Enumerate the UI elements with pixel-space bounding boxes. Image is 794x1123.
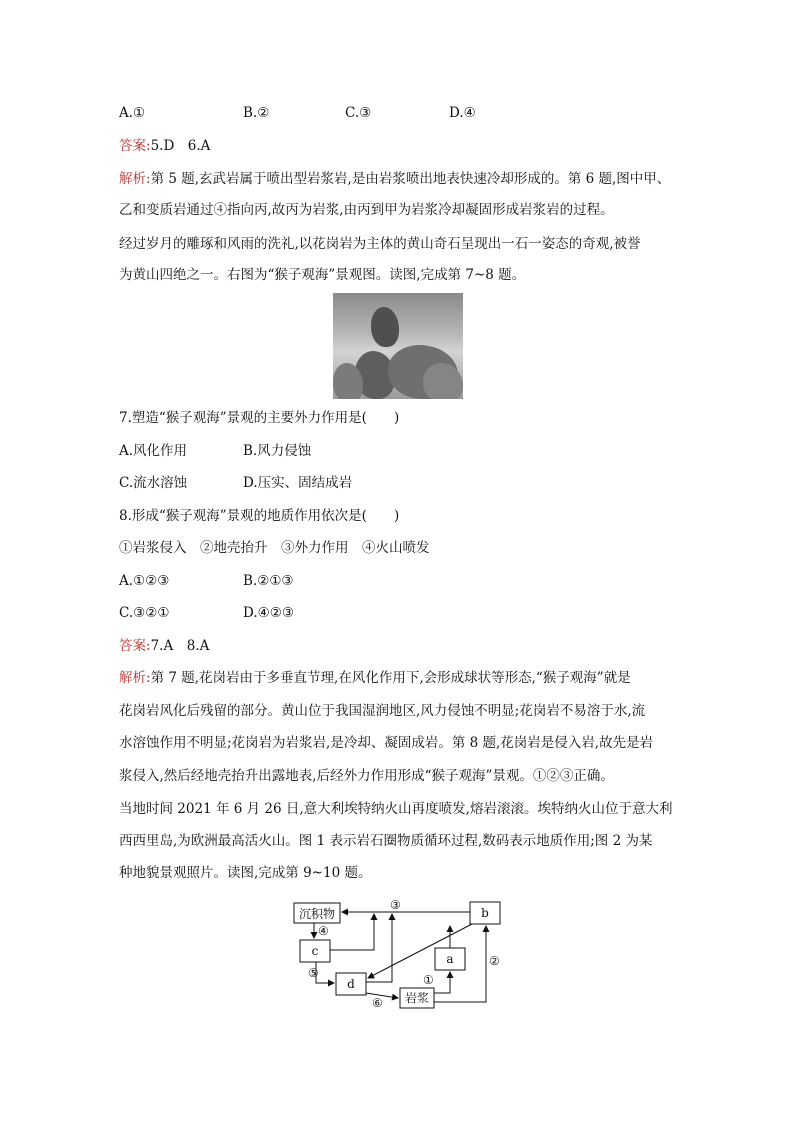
analysis-label: 解析:: [119, 171, 151, 187]
analysis-7-8-line3: 水溶蚀作用不明显;花岗岩为岩浆岩,是冷却、凝固成岩。第 8 题,花岗岩是侵入岩,故先是岩: [119, 735, 654, 751]
intro-9-10-line1: 当地时间 2021 年 6 月 26 日,意大利埃特纳火山再度喷发,熔岩滚滚。埃特纳火山位于意大利: [119, 801, 673, 817]
intro-7-8-line1: 经过岁月的雕琢和风雨的洗礼,以花岗岩为主体的黄山奇石呈现出一石一姿态的奇观,被誉: [119, 236, 641, 252]
intro-9-10-line2: 西西里岛,为欧洲最高活火山。图 1 表示岩石圈物质循环过程,数码表示地质作用;图 2 为某: [119, 833, 653, 849]
answer-text: 7.A 8.A: [150, 638, 210, 654]
label-sediment: 沉积物: [298, 907, 336, 921]
label-a: a: [446, 952, 454, 966]
q6-option-b: B.②: [243, 105, 270, 121]
rock-cycle-diagram: [290, 898, 520, 1018]
num-6: ⑥: [372, 996, 383, 1010]
intro-7-8-line2: 为黄山四绝之一。右图为“猴子观海”景观图。读图,完成第 7~8 题。: [119, 267, 526, 283]
answer-text: 5.D 6.A: [150, 138, 211, 154]
q8-option-b: B.②①③: [243, 573, 294, 589]
analysis-7-8-line2: 花岗岩风化后残留的部分。黄山位于我国湿润地区,风力侵蚀不明显;花岗岩不易溶于水,流: [119, 703, 646, 719]
answer-label: 答案:: [119, 638, 151, 654]
q8-option-a: A.①②③: [119, 573, 170, 589]
q7-option-c: C.流水溶蚀: [119, 475, 188, 491]
question-7-stem: 7.塑造“猴子观海”景观的主要外力作用是( ): [119, 410, 400, 426]
answer-5-6: [119, 136, 210, 156]
answer-label: 答案:: [119, 138, 151, 154]
num-4: ④: [318, 924, 329, 938]
num-5: ⑤: [308, 966, 319, 980]
label-magma: 岩浆: [404, 991, 430, 1005]
analysis-5-6-line1: 解析:第 5 题,玄武岩属于喷出型岩浆岩,是由岩浆喷出地表快速冷却形成的。第 6 题,图中甲、: [119, 171, 671, 187]
intro-9-10-line3: 种地貌景观照片。读图,完成第 9~10 题。: [119, 865, 372, 881]
q6-option-c: C.③: [345, 105, 372, 121]
q6-option-a: A.①: [119, 105, 146, 121]
num-3: ③: [390, 898, 401, 912]
q7-option-b: B.风力侵蚀: [243, 443, 312, 459]
answer-7-8: [119, 636, 209, 656]
question-8-stem: 8.形成“猴子观海”景观的地质作用依次是( ): [119, 508, 400, 524]
monkey-watching-sea-photo: [333, 293, 463, 399]
q8-option-c: C.③②①: [119, 605, 170, 621]
q6-option-d: D.④: [449, 105, 476, 121]
q7-option-d: D.压实、固结成岩: [243, 475, 353, 491]
num-1: ①: [423, 973, 434, 987]
q8-option-d: D.④②③: [243, 605, 294, 621]
num-2: ②: [489, 954, 500, 968]
analysis-7-8-line4: 浆侵入,然后经地壳抬升出露地表,后经外力作用形成“猴子观海”景观。①②③正确。: [119, 768, 614, 784]
question-8-items: ①岩浆侵入 ②地壳抬升 ③外力作用 ④火山喷发: [119, 540, 430, 556]
analysis-7-8-line1: 解析:第 7 题,花岗岩由于多垂直节理,在风化作用下,会形成球状等形态,“猴子观海”就是: [119, 670, 631, 686]
analysis-label: 解析:: [119, 670, 151, 686]
label-b: b: [481, 906, 489, 920]
label-d: d: [347, 977, 355, 991]
label-c: c: [311, 944, 319, 958]
q7-option-a: A.风化作用: [119, 443, 188, 459]
analysis-5-6-line2: 乙和变质岩通过④指向丙,故丙为岩浆,由丙到甲为岩浆冷却凝固形成岩浆岩的过程。: [119, 202, 614, 218]
